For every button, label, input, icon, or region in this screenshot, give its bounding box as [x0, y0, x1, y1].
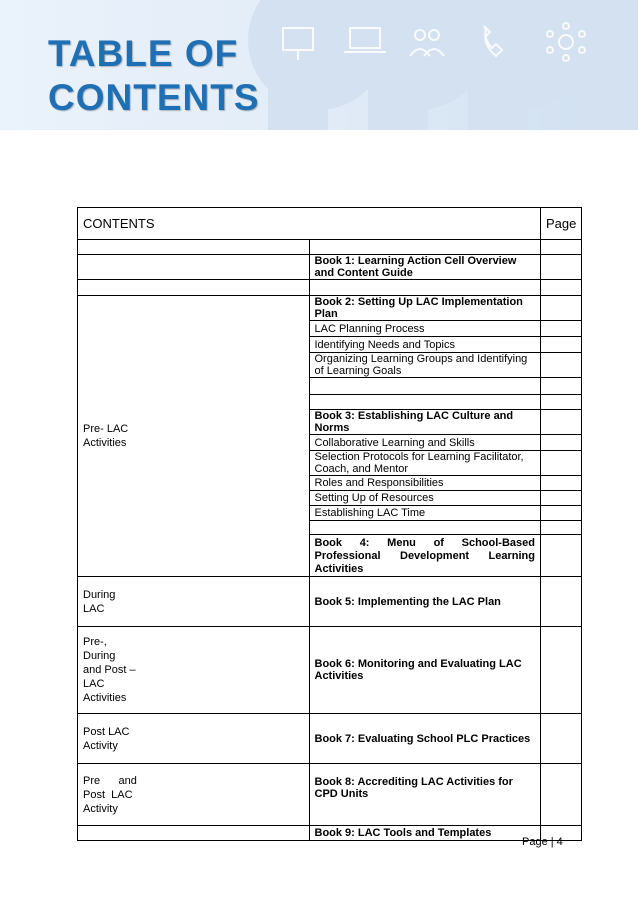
toc-book-6: Book 6: Monitoring and Evaluating LAC Activities — [309, 627, 541, 714]
category-line: Post LAC — [83, 788, 133, 801]
toc-subitem: Roles and Responsibilities — [309, 476, 541, 491]
table-row — [78, 627, 582, 714]
page-title — [48, 32, 260, 120]
toc-subitem: Collaborative Learning and Skills — [309, 435, 541, 451]
toc-subitem: Organizing Learning Groups and Identifying of Learning Goals — [309, 353, 541, 378]
toc-book-7: Book 7: Evaluating School PLC Practices — [309, 714, 541, 764]
category-line: and Post – — [83, 664, 136, 676]
page-number: Page | 4 — [522, 836, 563, 848]
category-line: LAC — [83, 678, 105, 690]
category-pre-during-post — [78, 627, 310, 714]
category-line: Activities — [83, 692, 127, 704]
category-pre-lac — [78, 296, 310, 577]
toc-subitem: Identifying Needs and Topics — [309, 337, 541, 353]
toc-subitem: Establishing LAC Time — [309, 506, 541, 521]
table-row — [78, 280, 582, 296]
toc-book-9: Book 9: LAC Tools and Templates — [309, 826, 541, 841]
title-line-1: TABLE OF — [48, 33, 239, 74]
toc-book-1: Book 1: Learning Action Cell Overview and Content Guide — [309, 255, 541, 280]
toc-subitem: Setting Up of Resources — [309, 491, 541, 506]
toc-book-3: Book 3: Establishing LAC Culture and Norms — [309, 410, 541, 435]
table-row — [78, 255, 582, 280]
toc-book-5: Book 5: Implementing the LAC Plan — [309, 577, 541, 627]
table-row — [78, 764, 582, 826]
table-row — [78, 577, 582, 627]
category-post-lac — [78, 714, 310, 764]
table-row — [78, 714, 582, 764]
table-row — [78, 240, 582, 255]
category-line: Activity — [83, 802, 118, 815]
category-line: LAC — [83, 602, 105, 615]
table-header-row — [78, 208, 582, 240]
toc-table — [77, 207, 582, 841]
category-line: During — [83, 650, 116, 662]
header-banner — [0, 0, 638, 130]
category-line: During — [83, 588, 116, 601]
category-line: Post LAC — [83, 725, 130, 738]
toc-book-8: Book 8: Accrediting LAC Activities for CPD Units — [309, 764, 541, 826]
header-page: Page — [541, 208, 582, 240]
toc-book-4: Book 4: Menu of School-Based Professional Development Learning Activities — [309, 535, 541, 577]
category-line: Activity — [83, 739, 118, 752]
category-line: Pre and — [83, 774, 137, 787]
category-line: Activities — [83, 437, 127, 449]
category-line: Pre-, — [83, 636, 107, 648]
toc-subitem: LAC Planning Process — [309, 321, 541, 337]
table-row — [78, 296, 582, 321]
table-row — [78, 826, 582, 841]
title-line-2: CONTENTS — [48, 77, 260, 118]
header-contents: CONTENTS — [78, 208, 541, 240]
toc-subitem: Selection Protocols for Learning Facilitator, Coach, and Mentor — [309, 451, 541, 476]
category-during-lac — [78, 577, 310, 627]
category-line: Pre- LAC — [83, 423, 129, 435]
category-pre-post-lac — [78, 764, 310, 826]
toc-book-2: Book 2: Setting Up LAC Implementation Plan — [309, 296, 541, 321]
